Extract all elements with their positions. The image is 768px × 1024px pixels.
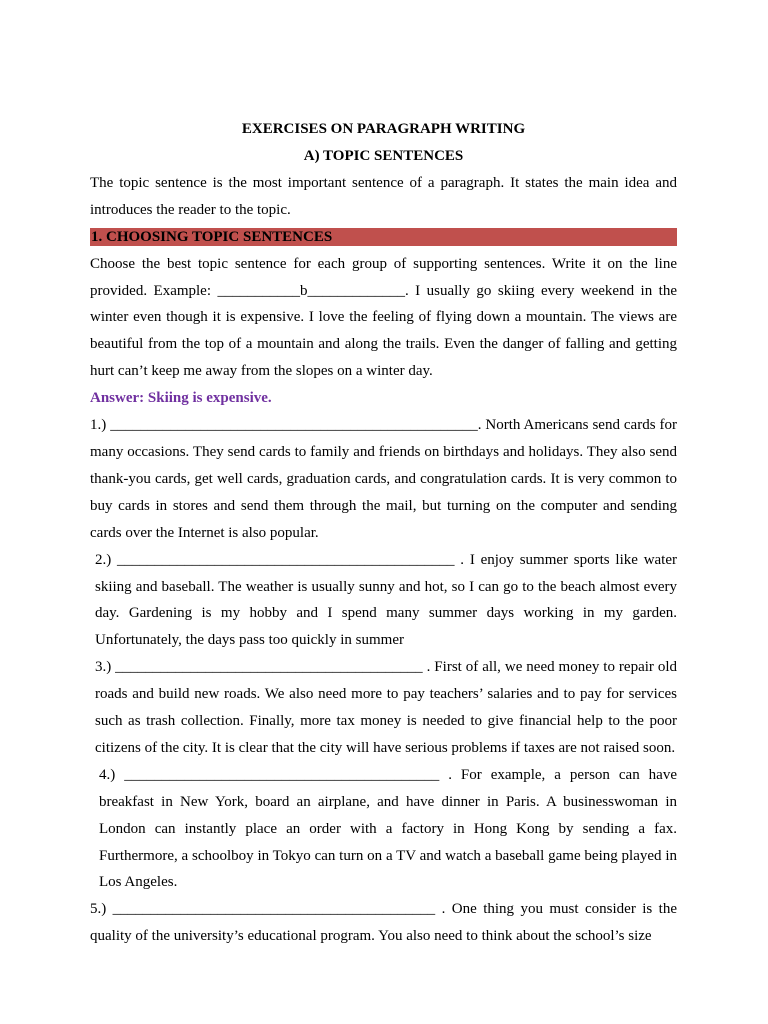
exercise-2: 2.) _____________________________________________ . I enjoy summer sports like water skiing and baseball. The weather is usually sunny and hot, so I can go to the beach almost every day. Gardening is my hobby and I spend many summer days working in my garden. Unfortunately, the days pass too quickly in summer — [95, 551, 677, 649]
document-title: EXERCISES ON PARAGRAPH WRITING — [241, 121, 526, 137]
intro-paragraph: The topic sentence is the most important sentence of a paragraph. It states the main idea and introduces the reader to the topic. — [90, 174, 677, 218]
exercise-1: 1.) _________________________________________________. North Americans send cards for many occasions. They send cards to family and friends on birthdays and holidays. They also send thank-you cards, get well cards, graduation cards, and congratulation cards. It is very common to buy cards in stores and send them through the mail, but turning on the computer and sending cards over the Internet is also popular. — [90, 417, 677, 541]
document-page — [90, 116, 677, 950]
example-answer: Answer: Skiing is expensive. — [90, 390, 272, 407]
exercise-3: 3.) _________________________________________ . First of all, we need money to repair old roads and build new roads. We also need more to pay teachers’ salaries and to pay for services such as trash collection. Finally, more tax money is needed to give financial help to the poor citizens of the city. It is clear that the city will have serious problems if taxes are not raised soon. — [95, 659, 677, 756]
exercise-5: 5.) ___________________________________________ . One thing you must consider is the quality of the university’s educational program. You also need to think about the school’s size — [90, 901, 677, 945]
exercise-4: 4.) __________________________________________ . For example, a person can have breakfast in New York, board an airplane, and have dinner in Paris. A businesswoman in London can instantly place an order with a factory in Hong Kong by sending a fax. Furthermore, a schoolboy in Tokyo can turn on a TV and watch a baseball game being played in Los Angeles. — [99, 766, 677, 891]
instructions-paragraph: Choose the best topic sentence for each group of supporting sentences. Write it on the line provided. Example: ___________b_____________. I usually go skiing every weekend in the winter even though it is expensive. I love the feeling of flying down a mountain. The views are beautiful from the top of a mountain and along the trails. Even the danger of falling and getting hurt can’t keep me away from the slopes on a winter day. — [90, 255, 677, 380]
section-heading-banner: 1. CHOOSING TOPIC SENTENCES — [90, 228, 677, 246]
document-subtitle: A) TOPIC SENTENCES — [303, 147, 464, 164]
